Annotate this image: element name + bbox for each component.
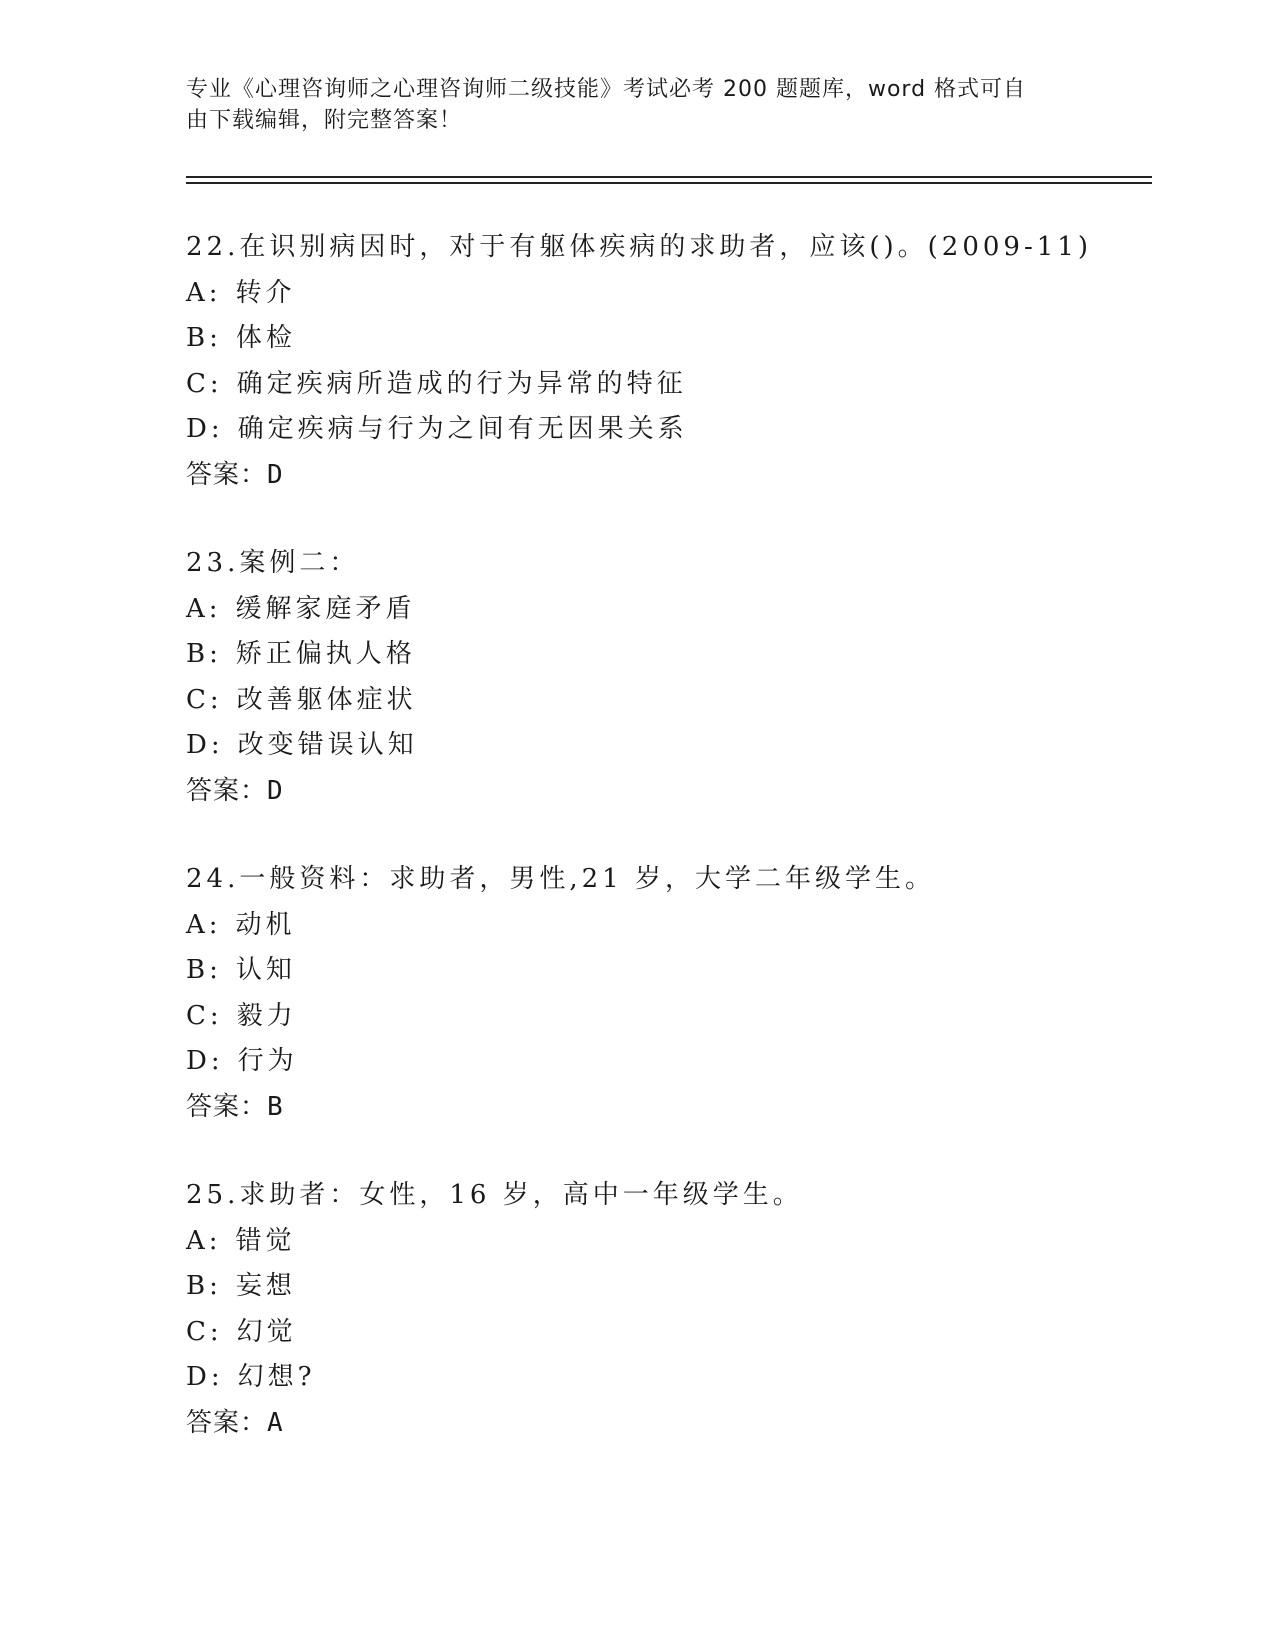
option-letter: B:	[186, 1271, 222, 1301]
option-letter: B:	[186, 955, 222, 985]
header-divider-top	[186, 176, 1152, 178]
answer-label: 答案：	[186, 1407, 268, 1438]
question-stem: 24.一般资料：求助者，男性,21 岁，大学二年级学生。	[186, 864, 935, 894]
header-line-2: 由下载编辑，附完整答案！	[186, 108, 463, 133]
option-d	[186, 407, 1166, 453]
option-a	[186, 271, 1166, 317]
option-a	[186, 587, 1166, 633]
option-text: 确定疾病所造成的行为异常的特征	[236, 368, 687, 399]
option-text: 毅力	[236, 1000, 297, 1031]
answer-label: 答案：	[186, 459, 268, 490]
option-letter: D:	[186, 1046, 224, 1076]
answer-label: 答案：	[186, 1091, 268, 1122]
option-c	[186, 362, 1166, 408]
option-letter: A:	[186, 909, 222, 940]
option-c	[186, 678, 1166, 724]
answer-line	[186, 1401, 1166, 1447]
option-d	[186, 1039, 1166, 1085]
option-text: 幻想?	[237, 1362, 316, 1392]
option-letter: D:	[186, 1362, 224, 1392]
option-letter: C:	[186, 1316, 223, 1347]
option-letter: D:	[186, 414, 224, 444]
answer-line	[186, 1085, 1166, 1131]
header-divider-bottom	[186, 182, 1152, 184]
option-text: 幻觉	[236, 1316, 297, 1347]
option-text: 认知	[235, 955, 296, 985]
answer-label: 答案：	[186, 775, 268, 806]
option-text: 体检	[235, 323, 296, 353]
option-letter: C:	[186, 368, 223, 399]
option-text: 妄想	[235, 1271, 296, 1301]
option-text: 转介	[235, 277, 296, 308]
answer-line	[186, 453, 1166, 499]
answer-value: B	[267, 1091, 284, 1122]
option-a	[186, 1219, 1166, 1265]
question-block-25	[186, 1173, 1166, 1446]
option-c	[186, 994, 1166, 1040]
option-text: 矫正偏执人格	[235, 639, 416, 669]
option-text: 行为	[237, 1046, 298, 1076]
answer-value: A	[267, 1407, 284, 1438]
option-letter: B:	[186, 323, 222, 353]
question-block-23	[186, 541, 1166, 814]
document-header	[186, 74, 1066, 136]
option-a	[186, 903, 1166, 949]
option-b	[186, 948, 1166, 994]
question-block-22	[186, 225, 1166, 498]
option-b	[186, 1264, 1166, 1310]
answer-value: D	[267, 775, 284, 806]
option-text: 改善躯体症状	[236, 684, 417, 715]
answer-value: D	[267, 459, 284, 490]
option-letter: D:	[186, 730, 224, 760]
option-b	[186, 632, 1166, 678]
option-letter: A:	[186, 277, 222, 308]
answer-line	[186, 769, 1166, 815]
option-text: 缓解家庭矛盾	[235, 593, 416, 624]
option-letter: A:	[186, 593, 222, 624]
option-b	[186, 316, 1166, 362]
option-letter: B:	[186, 639, 222, 669]
option-text: 动机	[235, 909, 296, 940]
option-letter: C:	[186, 684, 223, 715]
question-stem: 22.在识别病因时，对于有躯体疾病的求助者，应该()。(2009-11)	[186, 232, 1092, 262]
option-letter: C:	[186, 1000, 223, 1031]
option-c	[186, 1310, 1166, 1356]
question-stem: 23.案例二：	[186, 548, 360, 578]
option-text: 改变错误认知	[237, 730, 418, 760]
option-text: 错觉	[235, 1225, 296, 1256]
option-d	[186, 723, 1166, 769]
option-letter: A:	[186, 1225, 222, 1256]
option-text: 确定疾病与行为之间有无因果关系	[237, 414, 688, 444]
header-line-1: 专业《心理咨询师之心理咨询师二级技能》考试必考 200 题题库，word 格式可自	[186, 77, 1027, 102]
question-block-24	[186, 857, 1166, 1130]
question-stem: 25.求助者：女性，16 岁，高中一年级学生。	[186, 1180, 803, 1210]
option-d	[186, 1355, 1166, 1401]
